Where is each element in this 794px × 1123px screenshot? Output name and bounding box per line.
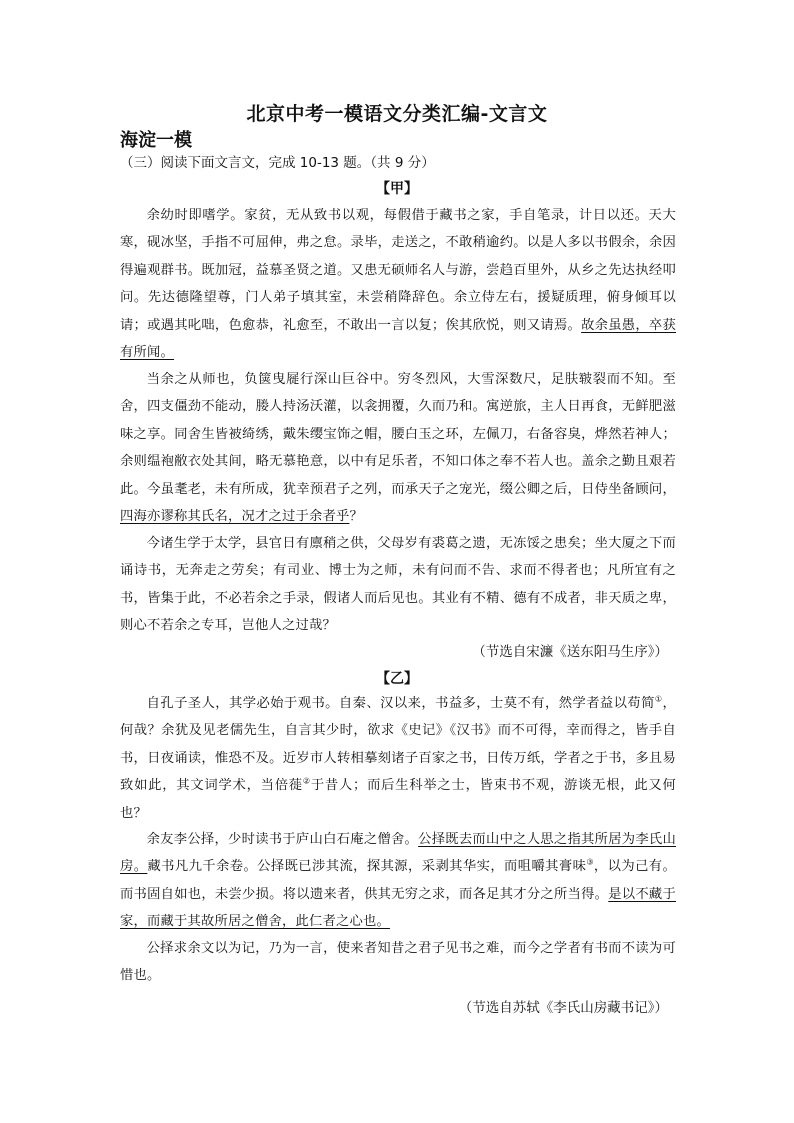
underlined-sentence: 四海亦谬称其氏名，况才之过于余者乎: [120, 509, 350, 525]
underlined-sentence: 公择既去而山中之人思之指其所居为李氏山房。: [120, 832, 676, 875]
paragraph-text: 今诸生学于太学，县官日有廪稍之供，父母岁有裘葛之遗，无冻馁之患矣；坐大厦之下而诵诗书，无奔走之劳矣；有司业、博士为之师，未有问而不告、求而不得者也；凡所宜有之书，皆集于此，不必若余之手录，假诸人而后见也。其业有不精、德有不成者，非天质之卑，则心不若余之专耳，岂他人之过哉？: [120, 536, 676, 634]
paragraph-text: ，以为己有。而书固自如也，未尝少损。将以遗来者，供其无穷之求，而各足其才分之所当得。: [120, 859, 676, 902]
footnote-marker: ③: [586, 857, 594, 867]
passage-yi-paragraph-1: [120, 690, 676, 827]
paragraph-text: 藏书凡九千余卷。公择既已涉其流，探其源，采剥其华实，而咀嚼其膏味: [147, 859, 587, 875]
paragraph-text: 余友李公择，少时读书于庐山白石庵之僧舍。: [146, 832, 419, 847]
passage-jia-source: （节选自宋濂《送东阳马生序》）: [472, 644, 668, 660]
passage-jia-paragraph-2: [120, 366, 676, 530]
underlined-sentence: 故余虽愚，卒获有所闻。: [120, 317, 676, 361]
document-title: 北京中考一模语文分类汇编-文言文: [246, 103, 548, 125]
paragraph-text: 公择求余文以为记，乃为一言，使来者知昔之君子见书之难，而今之学者有书而不读为可惜也。: [120, 941, 676, 984]
question-instruction: （三）阅读下面文言文，完成 10-13 题。（共 9 分）: [120, 155, 435, 171]
paragraph-text: 当余之从师也，负箧曳屣行深山巨谷中。穷冬烈风，大雪深数尺，足肤皲裂而不知。至舍，四支僵劲不能动，媵人持汤沃灌，以衾拥覆，久而乃和。寓逆旅，主人日再食，无鲜肥滋味之享。同舍生皆被绮绣，戴朱缨宝饰之帽，腰白玉之环，左佩刀，右备容臭，烨然若神人；余则缊袍敝衣处其间，略无慕艳意，以中有足乐者，不知口体之奉不若人也。盖余之勤且艰若此。今虽耄老，未有所成，犹幸预君子之列，而承天子之宠光，缀公卿之后，日侍坐备顾问，: [120, 372, 676, 497]
passage-jia-paragraph-3: [120, 530, 676, 640]
paragraph-text: ，何哉？余犹及见老儒先生，自言其少时，欲求《史记》《汉书》而不可得，幸而得之，皆手自书，日夜诵读，惟恐不及。近岁市人转相摹刻诸子百家之书，日传万纸，学者之于书，多且易致如此，其文词学术，当倍蓰: [120, 696, 677, 794]
passage-yi-heading: 【乙】: [376, 671, 418, 687]
passage-yi-paragraph-3: [120, 935, 676, 990]
footnote-marker: ①: [654, 694, 663, 704]
passage-jia-heading: 【甲】: [376, 181, 418, 197]
passage-yi-source: （节选自苏轼《李氏山房藏书记》）: [458, 1000, 668, 1016]
underlined-sentence: 是以不藏于家，而藏于其故所居之僧舍，此仁者之心也。: [120, 886, 676, 930]
footnote-marker: ②: [302, 776, 311, 786]
section-heading: 海淀一模: [120, 130, 192, 151]
paragraph-text: ？: [349, 509, 363, 525]
passage-jia-paragraph-1: [120, 202, 676, 366]
paragraph-text: 余幼时即嗜学。家贫，无从致书以观，每假借于藏书之家，手自笔录，计日以还。天大寒，砚冰坚，手指不可屈伸，弗之怠。录毕，走送之，不敢稍逾约。以是人多以书假余，余因得遍观群书。既加冠，益慕圣贤之道。又患无硕师名人与游，尝趋百里外，从乡之先达执经叩问。先达德隆望尊，门人弟子填其室，未尝稍降辞色。余立侍左右，援疑质理，俯身倾耳以请；或遇其叱咄，色愈恭，礼愈至，不敢出一言以复；俟其欣悦，则又请焉。: [120, 208, 676, 333]
paragraph-text: 自孔子圣人，其学必始于观书。自秦、汉以来，书益多，士莫不有，然学者益以苟简: [146, 696, 655, 711]
paragraph-text: 于昔人；而后生科举之士，皆束书不观，游谈无根，此又何也？: [120, 778, 676, 821]
passage-yi-paragraph-2: [120, 826, 676, 936]
